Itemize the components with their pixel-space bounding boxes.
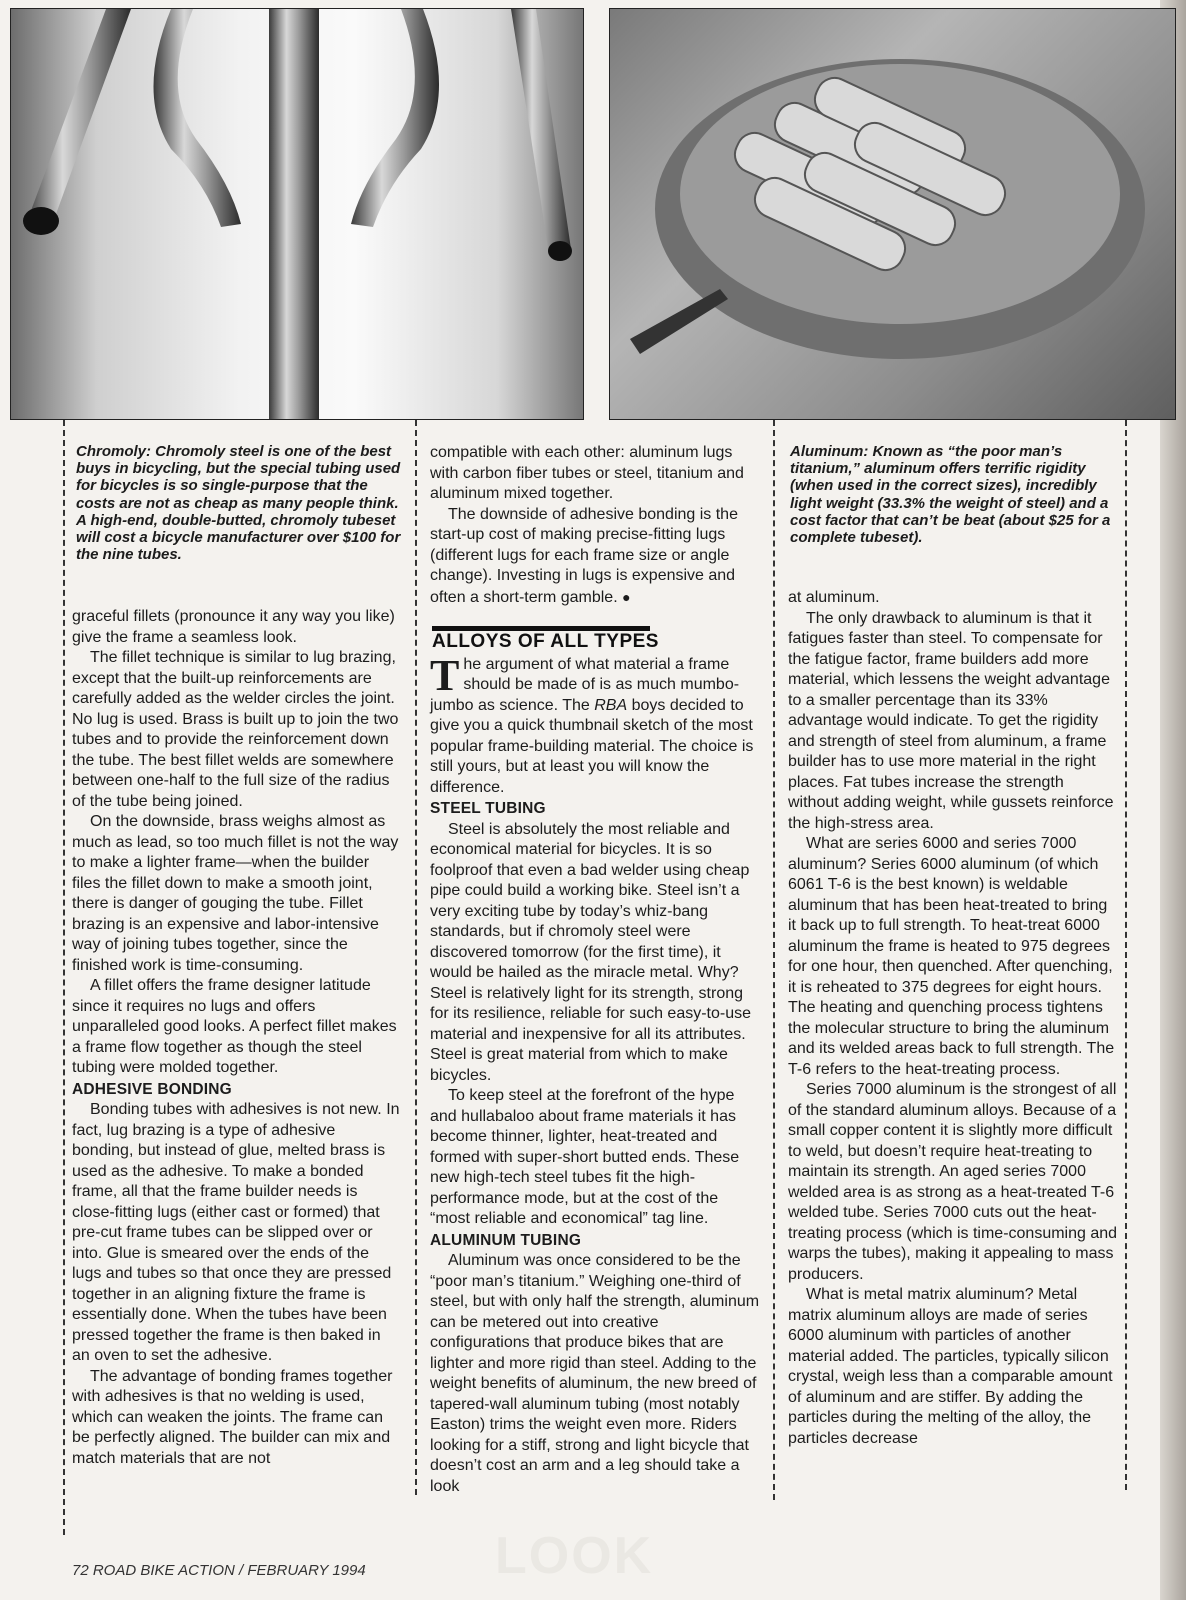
chromoly-caption: Chromoly: Chromoly steel is one of the best buys in bicycling, but the special tubing used for bicycles is so single-purpose that the costs are not as cheap as many people think. A high-end, double-butted, chromoly tubeset will cost a bicycle manufacturer over $100 for the nine tubes. bbox=[76, 443, 401, 564]
aluminum-tubes-bowl-illustration bbox=[610, 9, 1175, 419]
paragraph-text: The downside of adhesive bonding is the start-up cost of making precise-fitting lugs (different lugs for each frame size or angle change). Investing in lugs is expensive and often a short-term gamble. bbox=[430, 505, 738, 606]
end-bullet-icon: ● bbox=[622, 588, 631, 605]
rba-text: RBA bbox=[594, 696, 628, 714]
paragraph: at aluminum. bbox=[788, 589, 880, 606]
chromoly-tubes-photo bbox=[10, 8, 584, 420]
column-rule bbox=[63, 420, 65, 1535]
page-footer: 72 ROAD BIKE ACTION / FEBRUARY 1994 bbox=[72, 1562, 366, 1579]
subhead-steel-tubing: STEEL TUBING bbox=[430, 800, 546, 817]
paragraph: The fillet technique is similar to lug brazing, except that the built-up reinforcements are carefully added as the welder circles the joint. No lug is used. Brass is built up to join the two tubes and to provide the reinforcement down the tube. The best fillet welds are somewhere between one-half to the full size of the radius of the tube being joined. bbox=[72, 649, 399, 810]
aluminum-caption: Aluminum: Known as “the poor man’s titanium,” aluminum offers terrific rigidity (when used in the correct sizes), incredibly light weight (33.3% the weight of steel) and a cost factor that can’t be beat (about $25 for a complete tubeset). bbox=[790, 443, 1111, 547]
paragraph: What is metal matrix aluminum? Metal matrix aluminum alloys are made of series 6000 aluminum with particles of another material added. The particles, typically silicon crystal, weigh less than a comparable amount of aluminum and are stiffer. By adding the particles during the melting of the alloy, the particles decrease bbox=[788, 1286, 1113, 1447]
subhead-aluminum-tubing: ALUMINUM TUBING bbox=[430, 1231, 582, 1249]
article-column-3 bbox=[788, 588, 1118, 1449]
paragraph: What are series 6000 and series 7000 aluminum? Series 6000 aluminum (of which 6061 T-6 is the best known) is weldable aluminum that has been heat-treated to bring it back up to full strength. To heat-treat 6000 aluminum the frame is heated to 975 degrees for one hour, then quenched. After quenching, it is reheated to 375 degrees for eight hours. The heating and quenching process tightens the molecular structure to bring the aluminum and its welded areas back to full strength. The T-6 refers to the heat-treating process. bbox=[788, 835, 1115, 1078]
column-rule bbox=[773, 420, 775, 1500]
article-column-1 bbox=[72, 607, 400, 1469]
look-logo: LOOK bbox=[495, 1527, 654, 1585]
column-rule bbox=[1125, 420, 1127, 1490]
paragraph bbox=[430, 505, 760, 609]
paragraph: Bonding tubes with adhesives is not new. In fact, lug brazing is a type of adhesive bonding, but instead of glue, melted brass is used as the adhesive. To make a bonded frame, all that the frame builder needs is close-fitting lugs (either cast or formed) that pre-cut frame tubes can be slipped over or into. Glue is smeared over the ends of the lugs and tubes so that once they are pressed together in an aligning fixture the frame is essentially done. When the tubes have been pressed together the frame is then baked in an oven to set the adhesive. bbox=[72, 1101, 400, 1364]
paragraph: Steel is absolutely the most reliable and economical material for bicycles. It is so foolproof that even a bad welder using cheap pipe could build a working bike. Steel isn’t a very exciting tube by today’s whiz-bang standards, but if chromoly steel were discovered tomorrow (for the first time), it would be hailed as the miracle metal. Why? Steel is relatively light for its strength, strong for its resilience, reliable for such easy-to-use material and inexpensive for all its attributes. Steel is great material from which to make bicycles. bbox=[430, 820, 752, 1084]
section-header bbox=[432, 626, 760, 653]
section-title: ALLOYS OF ALL TYPES bbox=[432, 631, 659, 652]
paragraph: The only drawback to aluminum is that it fatigues faster than steel. To compensate for the fatigue factor, frame builders add more material, which lessens the weight advantage to a smaller percentage than its 33% advantage would indicate. To get the rigidity and strength of steel from aluminum, a frame builder has to use more material in the right places. Fat tubes increase the strength without adding weight, while gussets reinforce the high-stress area. bbox=[788, 609, 1114, 832]
paragraph-text: he argument of what material a frame should be made of is as much mumbo-jumbo as science. The bbox=[430, 655, 740, 714]
paragraph: compatible with each other: aluminum lugs with carbon fiber tubes or steel, titanium and aluminum mixed together. bbox=[430, 444, 744, 502]
column-rule bbox=[415, 420, 417, 1495]
drop-cap: T bbox=[430, 650, 460, 700]
paragraph: To keep steel at the forefront of the hype and hullabaloo about frame materials it has become thinner, lighter, heat-treated and formed with super-short butted ends. These new high-tech steel tubes fit the high-performance mode, but at the cost of the “most reliable and economical” tag line. bbox=[430, 1087, 740, 1227]
paragraph: On the downside, brass weighs almost as much as lead, so too much fillet is not the way to make a lighter frame—when the builder files the fillet down to make a smooth joint, there is danger of gouging the tube. Fillet brazing is an expensive and labor-intensive way of joining tubes together, since the finished work is time-consuming. bbox=[72, 813, 399, 974]
paragraph bbox=[430, 650, 760, 799]
paragraph: Series 7000 aluminum is the strongest of all of the standard aluminum alloys. Because of a small copper content it is slightly more difficult to weld, but doesn’t require heat-treating to maintain its strength. An aged series 7000 welded area is as strong as a heat-treated T-6 welded tube. Series 7000 cuts out the heat-treating process (which is time-consuming and warps the tubes), making it appealing to mass producers. bbox=[788, 1081, 1118, 1283]
subhead-adhesive-bonding: ADHESIVE BONDING bbox=[72, 1080, 232, 1098]
paragraph: graceful fillets (pronounce it any way you like) give the frame a seamless look. bbox=[72, 608, 395, 646]
paragraph: The advantage of bonding frames together with adhesives is that no welding is used, which can weaken the joints. The frame can be perfectly aligned. The builder can mix and match materials that are not bbox=[72, 1367, 393, 1467]
paragraph: Aluminum was once considered to be the “poor man’s titanium.” Weighing one-third of steel, but with only half the strength, aluminum can be metered out into creative configurations that produce bikes that are lighter and more rigid than steel. Adding to the weight benefits of aluminum, the new breed of tapered-wall aluminum tubing (most notably Easton) trims the weight even more. Riders looking for a stiff, strong and light bicycle that doesn’t cost an arm and a leg should take a look bbox=[430, 1252, 760, 1495]
paragraph: A fillet offers the frame designer latitude since it requires no lugs and offers unparalleled good looks. A perfect fillet makes a frame flow together as though the steel tubing were molded together. bbox=[72, 977, 397, 1076]
aluminum-tubes-photo bbox=[609, 8, 1176, 420]
article-column-2 bbox=[430, 443, 760, 1497]
chromoly-tubes-illustration bbox=[11, 9, 583, 419]
paragraph-text: boys decided to give you a quick thumbnail sketch of the most popular frame-building material. The choice is still yours, but at least you will know the difference. bbox=[430, 696, 754, 796]
